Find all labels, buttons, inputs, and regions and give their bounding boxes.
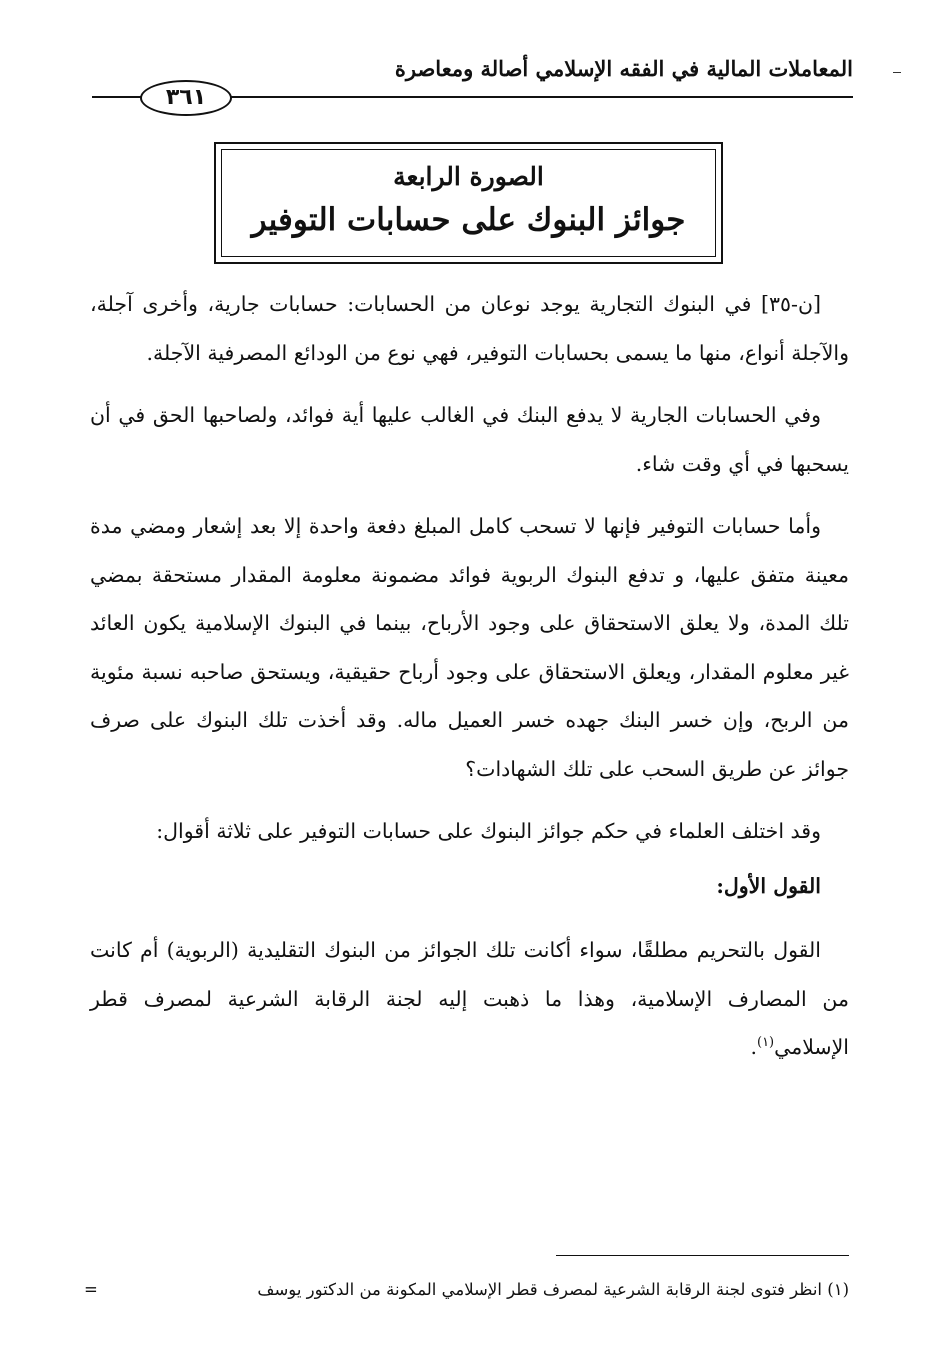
section-title: جوائز البنوك على حسابات التوفير	[251, 202, 686, 238]
footnote-rule	[556, 1255, 849, 1256]
paragraph-5-end: .	[750, 1035, 757, 1059]
body-text	[90, 280, 849, 1086]
header-mark	[893, 72, 901, 73]
section-title-frame	[214, 142, 723, 264]
paragraph-5-text: القول بالتحريم مطلقًا، سواء أكانت تلك الجوائز من البنوك التقليدية (الربوية) أم كانت من المصارف الإسلامية، وهذا ما ذهبت إليه لجنة الرقابة الشرعية لمصرف قطر الإسلامي	[90, 938, 849, 1059]
first-opinion-heading: القول الأول:	[716, 873, 821, 898]
footnote: (١) انظر فتوى لجنة الرقابة الشرعية لمصرف قطر الإسلامي المكونة من الدكتور يوسف	[257, 1280, 849, 1299]
paragraph-2: وفي الحسابات الجارية لا يدفع البنك في الغالب عليها أية فوائد، ولصاحبها الحق في أن يسحبها في أي وقت شاء.	[90, 403, 849, 476]
paragraph-3: وأما حسابات التوفير فإنها لا تسحب كامل المبلغ دفعة واحدة إلا بعد إشعار ومضي مدة معينة متفق عليها، و تدفع البنوك الربوية فوائد مضمونة معلومة المقدار مستحقة بمضي تلك المدة، ولا يعلق الاستحقاق على وجود الأرباح، بينما في البنوك الإسلامية يكون العائد غير معلوم المقدار، ويعلق الاستحقاق على وجود أرباح حقيقية، ويستحق صاحبه نسبة مئوية من الربح، وإن خسر البنك جهده خسر العميل ماله. وقد أخذت تلك البنوك على صرف جوائز عن طريق السحب على تلك الشهادات؟	[90, 514, 849, 781]
paragraph-4: وقد اختلف العلماء في حكم جوائز البنوك على حسابات التوفير على ثلاثة أقوال:	[156, 819, 821, 843]
footnote-reference: (١)	[756, 1035, 775, 1051]
paragraph-1: [ن-٣٥] في البنوك التجارية يوجد نوعان من الحسابات: حسابات جارية، وأخرى آجلة، والآجلة أنواع، منها ما يسمى بحسابات التوفير، فهي نوع من الودائع المصرفية الآجلة.	[90, 292, 849, 365]
running-title: المعاملات المالية في الفقه الإسلامي أصالة ومعاصرة	[394, 56, 853, 81]
footnote-continuation-mark: =	[84, 1280, 98, 1299]
page-number: ٣٦١	[140, 80, 232, 116]
paragraph-5	[90, 926, 849, 1072]
section-subtitle: الصورة الرابعة	[393, 162, 544, 191]
